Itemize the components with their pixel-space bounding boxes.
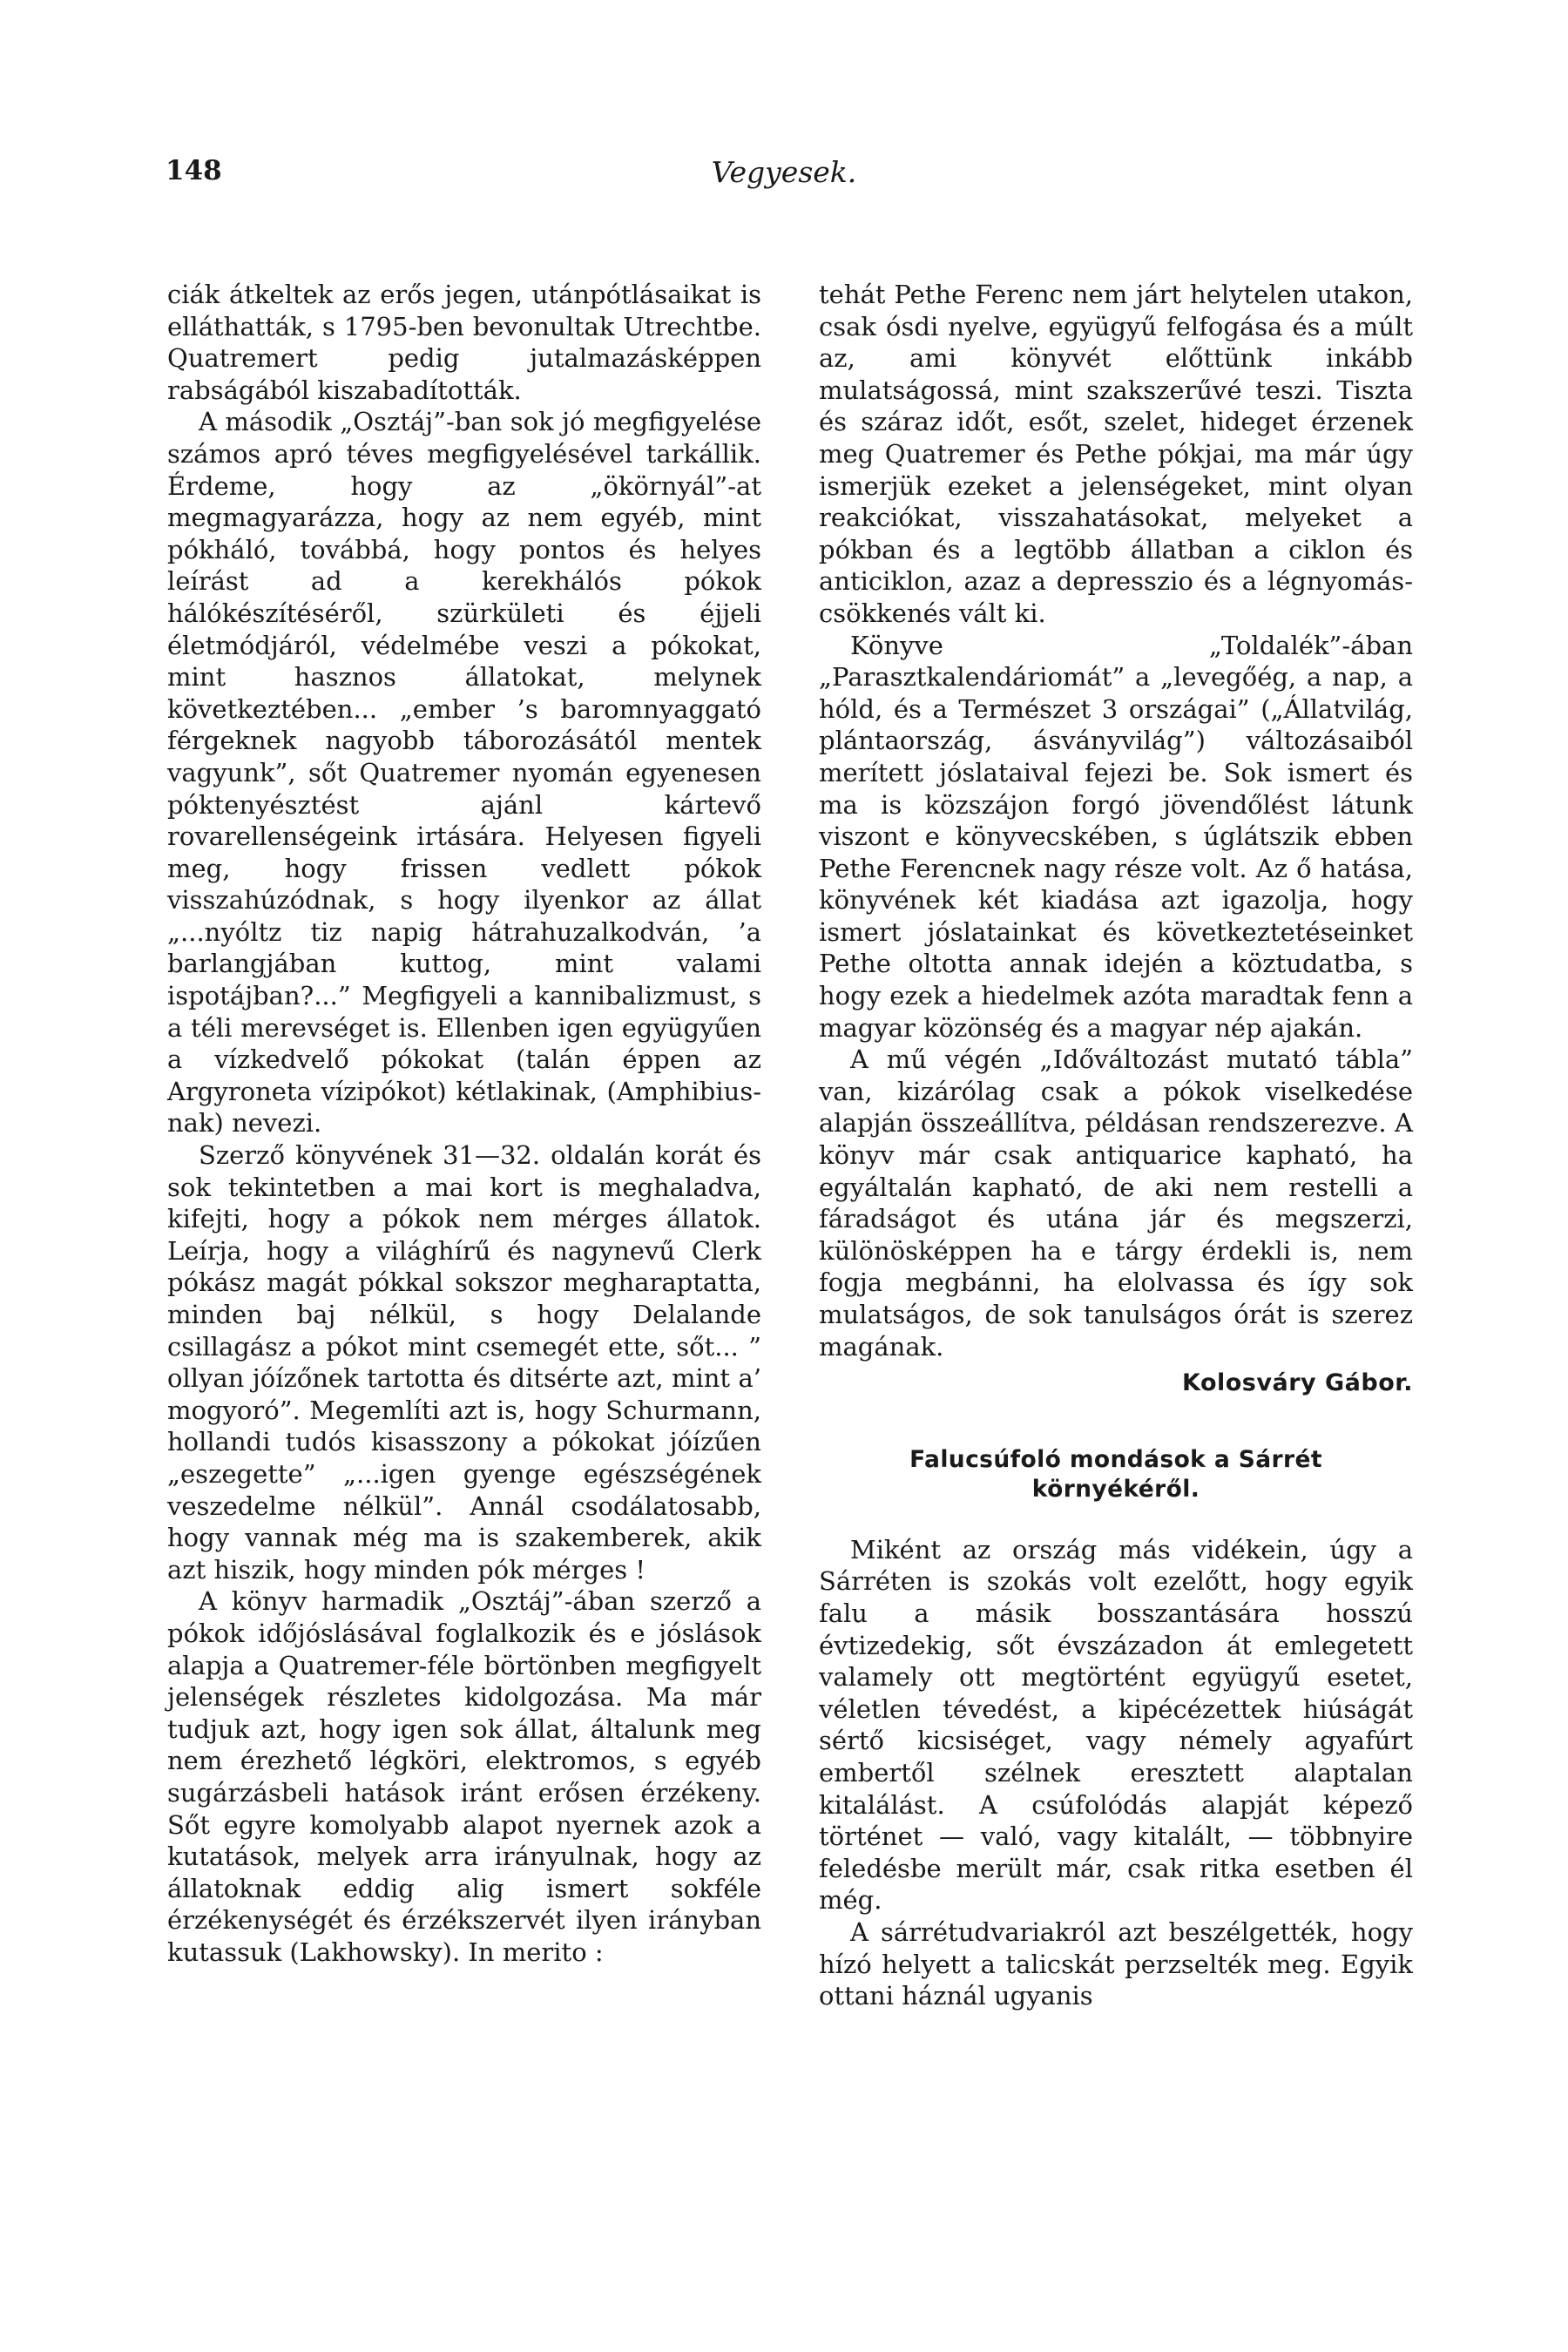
left-column bbox=[167, 279, 761, 1968]
page-number: 148 bbox=[166, 155, 222, 186]
section-paragraph-2: A sárrétudvariakról azt beszélgették, hogy hízó helyett a talicskát perzselték meg. Egyik ottani háznál ugyanis bbox=[819, 1916, 1413, 2011]
right-paragraph-2: Könyve „Toldalék”-ában „Parasztkalendáriomát” a „levegőég, a nap, a hóld, és a Természet 3 országai” („Állatvilág, plántaország, ásványvilág”) változásaiból merített jóslataival fejezi be. Sok ismert és ma is közszájon forgó jövendőlést látunk viszont e könyvecskében, s úglátszik ebben Pethe Ferencnek nagy része volt. Az ő hatása, könyvének két kiadása azt igazolja, hogy ismert jóslatainkat és következtetéseinket Pethe oltotta annak idején a köztudatba, s hogy ezek a hiedelmek azóta maradtak fenn a magyar közönség és a magyar nép ajakán. bbox=[819, 630, 1413, 1043]
right-paragraph-3: A mű végén „Időváltozást mutató tábla” van, kizárólag csak a pókok viselkedése alapján összeállítva, példásan rendszerezve. A könyv már csak antiquarice kapható, ha egyáltalán kapható, de aki nem restelli a fáradságot és utána jár és megszerzi, különösképpen ha e tárgy érdekli is, nem fogja megbánni, ha elolvassa és így sok mulatságos, de sok tanulságos órát is szerez magának. bbox=[819, 1044, 1413, 1362]
author-signature: Kolosváry Gábor. bbox=[1182, 1369, 1413, 1397]
page-header bbox=[166, 155, 1402, 200]
left-paragraph-2: A második „Osztáj”-ban sok jó megfigyelése számos apró téves megfigyelésével tarkállik. Érdeme, hogy az „ökörnyál”-at megmagyarázza, hogy az nem egyéb, mint pókháló, továbbá, hogy pontos és helyes leírást ad a kerekhálós pókok hálókészítéséről, szürkületi és éjjeli életmódjáról, védelmébe veszi a pókokat, mint hasznos állatokat, melynek következtében... „ember ’s baromnyaggató férgeknek nagyobb táborozásától mentek vagyunk”, sőt Quatremer nyomán egyenesen póktenyésztést ajánl kártevő rovarellenségeink irtására. Helyesen figyeli meg, hogy frissen vedlett pókok visszahúzódnak, s hogy ilyenkor az állat „...nyóltz tiz napig hátrahuzalkodván, ’a barlangjában kuttog, mint valami ispotájban?...” Megfigyeli a kannibalizmust, s a téli merevséget is. Ellenben igen együgyűen a vízkedvelő pókokat (talán éppen az Argyroneta vízipókot) kétlakinak, (Amphibius-nak) nevezi. bbox=[167, 407, 761, 1139]
left-paragraph-1: ciák átkeltek az erős jegen, utánpótlásaikat is elláthatták, s 1795-ben bevonultak Utrechtbe. Quatremert pedig jutalmazásképpen rabságából kiszabadították. bbox=[167, 280, 761, 405]
left-paragraph-4: A könyv harmadik „Osztáj”-ában szerző a pókok időjóslásával foglalkozik és e jóslások alapja a Quatremer-féle börtönben megfigyelt jelenségek részletes kidolgozása. Ma már tudjuk azt, hogy igen sok állat, általunk meg nem érezhető légköri, elektromos, s egyéb sugárzásbeli hatások iránt erősen érzékeny. Sőt egyre komolyabb alapot nyernek azok a kutatások, melyek arra irányulnak, hogy az állatoknak eddig alig ismert sokféle érzékenységét és érzékszervét ilyen irányban kutassuk (Lakhowsky). In merito : bbox=[167, 1586, 761, 1967]
right-column bbox=[819, 279, 1413, 2012]
right-paragraph-1: tehát Pethe Ferenc nem járt helytelen utakon, csak ósdi nyelve, együgyű felfogása és a múlt az, ami könyvét előttünk inkább mulatságossá, mint szakszerűvé teszi. Tiszta és száraz időt, esőt, szelet, hideget érzenek meg Quatremer és Pethe pókjai, ma már úgy ismerjük ezeket a jelenségeket, mint olyan reakciókat, visszahatásokat, melyeket a pókban és a legtöbb állatban a ciklon és anticiklon, azaz a depresszio és a légnyomás-csökkenés vált ki. bbox=[819, 280, 1413, 628]
running-title: Vegyesek. bbox=[711, 155, 857, 189]
section-paragraph-1: Miként az ország más vidékein, úgy a Sárréten is szokás volt ezelőtt, hogy egyik falu a másik bosszantására hosszú évtizedekig, sőt évszázadon át emlegetett valamely ott megtörtént együgyű esetet, véletlen tévedést, a kipécézettek hiúságát sértő kicsiséget, vagy némely agyafúrt embertől szélnek eresztett alaptalan kitalálást. A csúfolódás alapját képező történet — való, vagy kitalált, — többnyire feledésbe merült már, csak ritka esetben él még. bbox=[819, 1534, 1413, 1916]
left-paragraph-3: Szerző könyvének 31—32. oldalán korát és sok tekintetben a mai kort is meghaladva, kifejti, hogy a pókok nem mérges állatok. Leírja, hogy a világhírű és nagynevű Clerk pókász magát pókkal sokszor megharaptatta, minden baj nélkül, s hogy Delalande csillagász a pókot mint csemegét ette, sőt... ” ollyan jóízőnek tartotta és ditsérte azt, mint a’ mogyoró”. Megemlíti azt is, hogy Schurmann, hollandi tudós kisasszony a pókokat jóízűen „eszegette” „...igen gyenge egészségének veszedelme nélkül”. Annál csodálatosabb, hogy vannak még ma is szakemberek, akik azt hiszik, hogy minden pók mérges ! bbox=[167, 1140, 761, 1585]
section-heading: Falucsúfoló mondások a Sárrét környékéről. bbox=[909, 1445, 1322, 1503]
